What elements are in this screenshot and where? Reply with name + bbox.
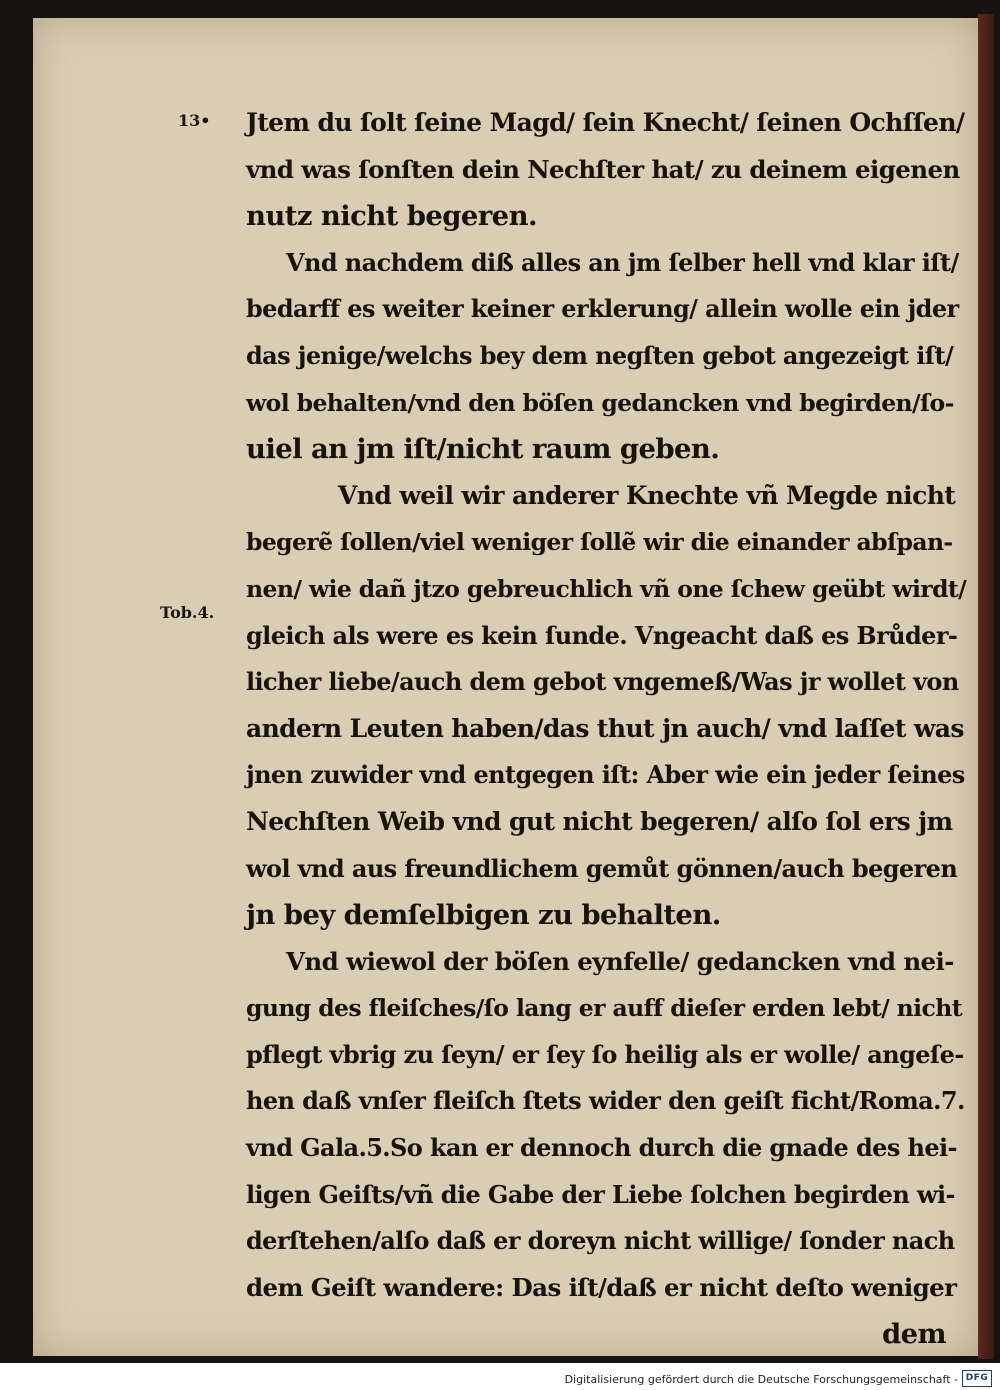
text-line: wol vnd aus freundlichem gemůt gönnen/auch begeren bbox=[246, 853, 958, 883]
text-line: Vnd weil wir anderer Knechte vñ Megde nicht bbox=[338, 480, 956, 510]
margin-page-number: 13• bbox=[178, 111, 211, 130]
text-line: gleich als were es kein ſunde. Vngeacht daß es Brůder- bbox=[246, 620, 958, 650]
text-line: vnd Gala.5.So kan er dennoch durch die gnade des hei- bbox=[246, 1133, 957, 1163]
text-line: derſtehen/alſo daß er doreyn nicht willige/ ſonder nach bbox=[246, 1226, 955, 1256]
text-line: bedarff es weiter keiner erklerung/ allein wolle ein jder bbox=[246, 294, 959, 324]
text-line: Nechſten Weib vnd gut nicht begeren/ alſo ſol ers jm bbox=[246, 806, 953, 836]
book-edge bbox=[978, 14, 994, 1359]
text-line: jn bey demſelbigen zu behalten. bbox=[246, 899, 721, 932]
text-line: das jenige/welchs bey dem negſten gebot angezeigt iſt/ bbox=[246, 340, 954, 370]
footer-credit: Digitalisierung gefördert durch die Deutsche Forschungsgemeinschaft - bbox=[564, 1373, 958, 1386]
text-line: dem Geiſt wandere: Das iſt/daß er nicht deſto weniger bbox=[246, 1272, 957, 1302]
footer-bar bbox=[0, 1364, 1000, 1390]
text-line: begerẽ ſollen/viel weniger ſollẽ wir die einander abſpan- bbox=[246, 528, 953, 557]
text-line: Vnd nachdem diß alles an jm ſelber hell vnd klar iſt/ bbox=[286, 247, 959, 277]
text-line: ligen Geiſts/vñ die Gabe der Liebe ſolchen begirden wi- bbox=[246, 1179, 955, 1209]
catchword: dem bbox=[881, 1318, 946, 1351]
text-line: hen daß vnſer fleiſch ſtets wider den geiſt ficht/Roma.7. bbox=[246, 1086, 965, 1116]
text-line: vnd was ſonſten dein Nechſter hat/ zu deinem eigenen bbox=[246, 154, 960, 184]
text-line: nutz nicht begeren. bbox=[246, 200, 537, 233]
text-line: jnen zuwider vnd entgegen iſt: Aber wie ein jeder ſeines bbox=[246, 760, 965, 790]
page-text bbox=[246, 100, 966, 1358]
text-line: licher liebe/auch dem gebot vngemeß/Was jr wollet von bbox=[246, 667, 959, 697]
text-line: andern Leuten haben/das thut jn auch/ vnd laſſet was bbox=[246, 713, 964, 743]
text-line: Jtem du ſolt ſeine Magd/ ſein Knecht/ ſeinen Ochſſen/ bbox=[246, 108, 965, 137]
dfg-logo: DFG bbox=[962, 1370, 992, 1387]
text-line: uiel an jm iſt/nicht raum geben. bbox=[246, 433, 720, 466]
text-line: Vnd wiewol der böſen eynfelle/ gedancken vnd nei- bbox=[286, 946, 954, 976]
text-line: nen/ wie dañ jtzo gebreuchlich vñ one ſchew geübt wirdt/ bbox=[246, 574, 967, 603]
text-line: pflegt vbrig zu ſeyn/ er ſey ſo heilig als er wolle/ angeſe- bbox=[246, 1039, 964, 1069]
margin-reference: Tob.4. bbox=[160, 603, 215, 622]
text-line: gung des fleiſches/ſo lang er auff dieſer erden lebt/ nicht bbox=[246, 994, 962, 1023]
text-line: wol behalten/vnd den böſen gedancken vnd begirden/ſo- bbox=[246, 388, 954, 417]
